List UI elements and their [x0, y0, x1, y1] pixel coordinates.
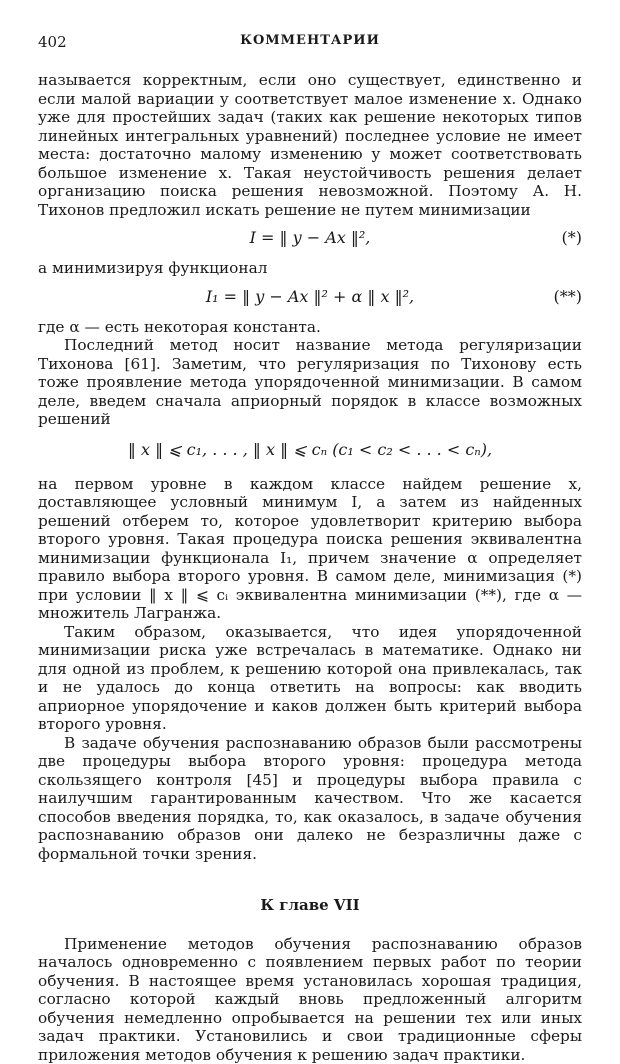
formula-2-tag: (**): [554, 288, 582, 307]
running-head: КОММЕНТАРИИ: [38, 33, 582, 48]
page-header: [38, 33, 582, 53]
chapter-heading: К главе VII: [38, 896, 582, 915]
paragraph-7: В задаче обучения распознаванию образов были рассмотрены две процедуры выбора второго уровня: процедура метода скользящего контроля [45] и процедуры выбора правила с наилучшим гарантированным качеством. Что же касается способов введения порядка, то, как оказалось, в задаче обучения распознаванию образов они далеко не безразличны даже с формальной точки зрения.: [38, 734, 582, 864]
paragraph-1: называется корректным, если оно существует, единственно и если малой вариации y соответствует малое изменение x. Однако уже для простейших задач (таких как решение некоторых типов линейных интегральных уравнений) последнее условие не имеет места: достаточно малому изменению y может соответствовать большое изменение x. Такая неустойчивость решения делает организацию поиска решения невозможной. Поэтому А. Н. Тихонов предложил искать решение не путем минимизации: [38, 71, 582, 219]
paragraph-6: Таким образом, оказывается, что идея упорядоченной минимизации риска уже встречалась в математике. Однако ни для одной из проблем, к решению которой она привлекалась, так и не удалось до конца ответить на вопросы: как вводить априорное упорядочение и каков должен быть критерий выбора второго уровня.: [38, 623, 582, 734]
paragraph-2: а минимизируя функционал: [38, 259, 582, 278]
page-number: 402: [38, 33, 67, 51]
formula-1-tag: (*): [562, 229, 582, 248]
page-body: [38, 71, 582, 1064]
formula-1-expression: I = ‖ y − Ax ‖²,: [38, 229, 582, 248]
formula-2: [38, 278, 582, 318]
paragraph-3: где α — есть некоторая константа.: [38, 318, 582, 337]
formula-3: [38, 429, 582, 475]
paragraph-4: Последний метод носит название метода регуляризации Тихонова [61]. Заметим, что регуляризация по Тихонову есть тоже проявление метода упорядоченной минимизации. В самом деле, введем сначала априорный порядок в классе возможных решений: [38, 336, 582, 429]
formula-2-expression: I₁ = ‖ y − Ax ‖² + α ‖ x ‖²,: [38, 288, 582, 307]
formula-1: [38, 219, 582, 259]
paragraph-8: Применение методов обучения распознаванию образов началось одновременно с появлением первых работ по теории обучения. В настоящее время установилась хорошая традиция, согласно которой каждый вновь предложенный алгоритм обучения немедленно опробывается на решении тех или иных задач практики. Установились и свои традиционные сферы приложения методов обучения к решению задач практики.: [38, 935, 582, 1064]
paragraph-5: на первом уровне в каждом классе найдем решение x, доставляющее условный минимум I, а затем из найденных решений отберем то, которое удовлетворит критерию выбора второго уровня. Такая процедура поиска решения эквивалентна минимизации функционала I₁, причем значение α определяет правило выбора второго уровня. В самом деле, минимизация (*) при условии ‖ x ‖ ⩽ cᵢ эквивалентна минимизации (**), где α — множитель Лагранжа.: [38, 475, 582, 623]
formula-3-expression: ‖ x ‖ ⩽ c₁, . . . , ‖ x ‖ ⩽ cₙ (c₁ < c₂ < . . . < cₙ),: [38, 441, 582, 460]
